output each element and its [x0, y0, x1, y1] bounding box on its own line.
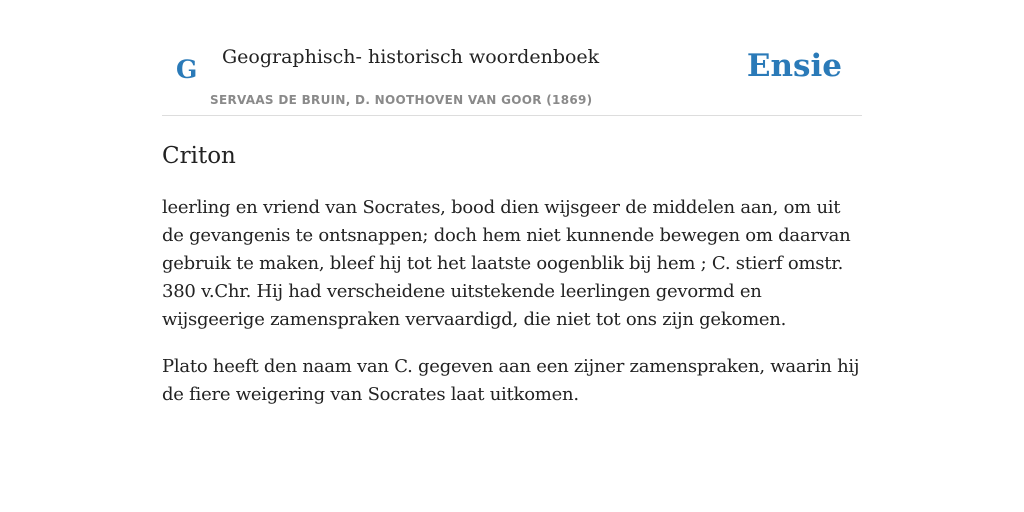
- book-authors: SERVAAS DE BRUIN, D. NOOTHOVEN VAN GOOR (1869): [210, 93, 593, 107]
- ensie-logo-link[interactable]: Ensie: [746, 48, 842, 84]
- entry-paragraph-2: Plato heeft den naam van C. gegeven aan een zijner zamenspraken, waarin hij de fiere weigering van Socrates laat uitkomen.: [162, 356, 860, 405]
- entry-paragraph-1: leerling en vriend van Socrates, bood dien wijsgeer de middelen aan, om uit de gevangenis te ontsnappen; doch hem niet kunnende bewegen om daarvan gebruik te maken, bleef hij tot het laatste oogenblik bij hem ; C. stierf omstr. 380 v.Chr. Hij had verscheidene uitstekende leerlingen gevormd en wijsgeerige zamenspraken vervaardigd, die niet tot ons zijn gekomen.: [162, 197, 851, 330]
- entry-content: [162, 142, 862, 409]
- entry-body: [162, 194, 862, 409]
- entry-title: Criton: [162, 143, 236, 169]
- page-container: [162, 0, 862, 409]
- book-header: [162, 0, 862, 116]
- book-title-link[interactable]: Geographisch- historisch woordenboek: [222, 46, 600, 68]
- book-letter-icon[interactable]: G: [176, 55, 198, 84]
